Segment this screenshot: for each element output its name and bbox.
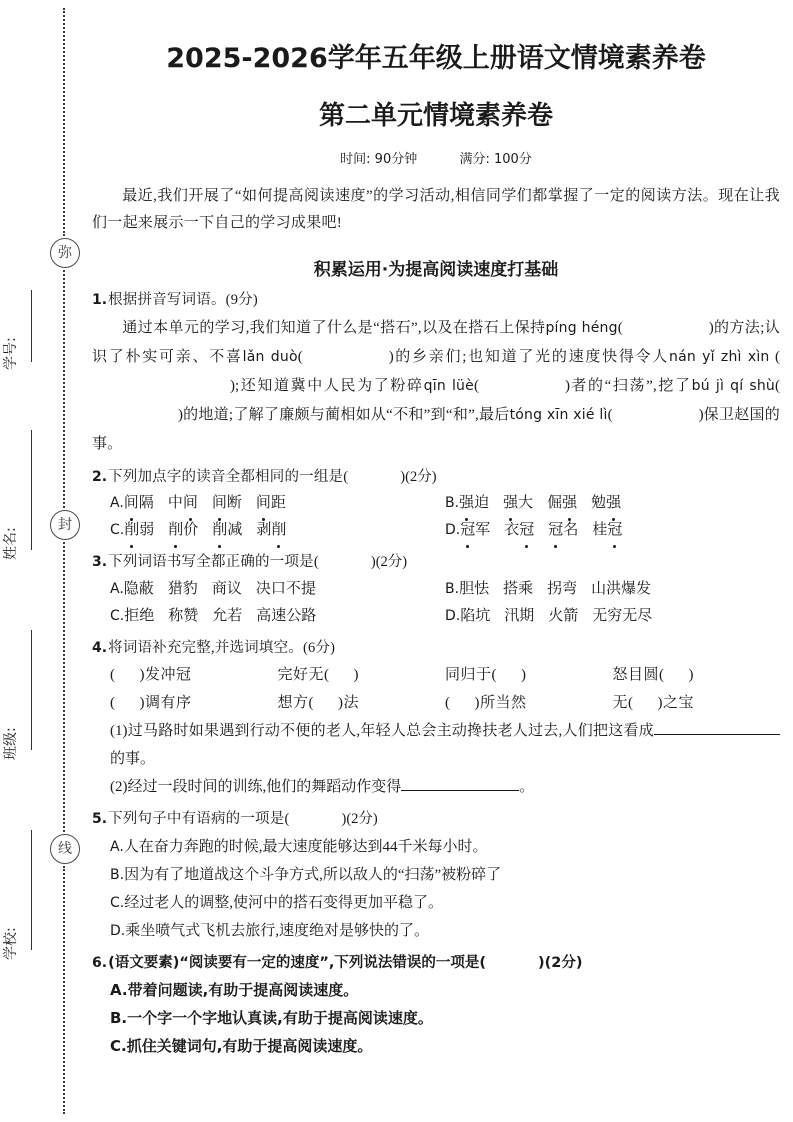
question-2-stem: 下列加点字的读音全都相同的一组是( [108,468,349,485]
question-3-options-row-2 [92,603,780,630]
passage-part-3: 的乡亲们;也知道了光的速度快得令人 [393,348,670,365]
question-4-idiom-row-2 [92,689,780,717]
idiom-blank-8-pre: 无( [612,695,634,711]
question-3-stem: 下列词语书写全都正确的一项是( [108,554,319,570]
option-3-A-word-3: 商议 [211,580,242,597]
option-3-A-word-1: 隐蔽 [123,580,154,597]
question-5 [92,807,780,833]
option-5-B-letter: B. [110,866,125,883]
option-2-C[interactable] [110,517,445,544]
question-3-number: 3. [92,554,108,570]
idiom-blank-7-pre: ( [445,695,451,711]
option-3-A-word-2: 猎豹 [167,580,198,597]
option-6-C-letter: C. [110,1037,127,1055]
intro-paragraph [92,183,780,237]
option-6-B[interactable] [92,1004,780,1032]
question-3-options-row-1 [92,576,780,603]
option-2-B-words: 强迫 强大 倔强 勉强 [459,495,635,511]
idiom-blank-4[interactable] [613,661,781,689]
option-2-A-letter: A. [110,495,124,511]
option-3-A-letter: A. [110,580,124,597]
seal-dot-line-segment [63,8,65,236]
idiom-blank-1[interactable] [110,661,278,689]
idiom-blank-7-post: )所当然 [474,695,527,711]
field-name-label: 姓名: [3,527,19,560]
question-4-sub-2-blank[interactable] [401,790,519,791]
option-2-D-letter: D. [445,522,461,538]
idiom-blank-6[interactable] [278,689,446,717]
option-5-A-text: 人在奋力奔跑的时候,最大速度能够达到44千米每小时。 [123,838,488,855]
idiom-blank-2-post: ) [353,667,359,683]
option-3-C[interactable] [110,603,445,630]
question-5-number: 5. [92,811,108,827]
question-6-number: 6. [92,954,108,971]
option-3-B-word-4: 山洪爆发 [591,580,652,597]
idiom-blank-2[interactable] [278,661,446,689]
question-2-options-row-2 [92,517,780,544]
exam-title: 2025-2026学年五年级上册语文情境素养卷 [166,43,706,74]
option-2-A[interactable] [110,490,445,517]
pinyin-tong-xin-xie-li: tóng xīn xié lì [509,406,608,423]
option-5-A-letter: A. [110,838,124,855]
idiom-blank-3-pre: 同归于( [445,667,497,683]
exam-content [92,0,780,1122]
option-2-A-words: 间隔 中间 间断 间距 [124,495,300,511]
option-5-C-text: 经过老人的调整,使河中的搭石变得更加平稳了。 [124,894,443,911]
pinyin-lan-duo: lǎn duò [242,348,298,365]
option-5-D-text: 乘坐喷气式飞机去旅行,速度绝对是够快的了。 [125,922,429,939]
idiom-blank-8[interactable] [613,689,781,717]
question-4-idiom-row-1 [92,661,780,689]
question-4-sub-1-blank-a[interactable] [654,734,714,735]
idiom-blank-4-post: ) [688,667,694,683]
option-6-A-text: 带着问题读,有助于提高阅读速度。 [127,981,359,999]
question-4-stem: 将词语补充完整,并选词填空。(6分) [108,639,336,656]
question-1-stem: 根据拼音写词语。(9分) [108,292,258,308]
answer-blank-5[interactable]: () [178,377,780,423]
option-3-B-word-1: 胆怯 [459,580,490,597]
option-3-A-word-4: 决口不提 [255,580,316,597]
option-3-C-word-4: 高速公路 [256,607,317,624]
idiom-blank-2-pre: 完好无( [277,667,330,683]
option-6-A[interactable] [92,976,780,1004]
intro-line-1: 最近,我们开展了“如何提高阅读速度”的学习活动,相信同学们都掌握了一定的阅读方法。 [122,188,719,204]
question-4 [92,636,780,662]
option-3-A[interactable] [110,576,445,603]
option-2-C-words: 削弱 削价 削减 剥削 [124,522,300,538]
question-2-options-row-1 [92,490,780,517]
option-2-C-letter: C. [110,522,125,538]
seal-dot-line-segment [63,270,65,508]
section-heading: 积累运用·为提高阅读速度打基础 [313,260,559,280]
idiom-blank-6-post: )法 [338,695,359,711]
field-class-label: 班级: [3,727,19,760]
option-5-A[interactable] [92,833,780,861]
field-class-rule [31,630,32,750]
option-6-A-letter: A. [110,981,128,999]
option-2-B[interactable] [445,490,780,517]
passage-part-6: 的地道;了解了廉颇与蔺相如从“不和”到“和”,最后 [183,406,510,423]
passage-part-5: 者的“扫荡”,挖了 [569,377,692,394]
seal-mark-xian: 线 [50,834,80,864]
option-3-D-letter: D. [445,607,461,624]
field-school-rule [31,830,32,950]
option-5-B[interactable] [92,861,780,889]
exam-meta [92,148,780,167]
option-5-B-text: 因为有了地道战这个斗争方式,所以敌人的“扫荡”被粉碎了 [124,866,502,883]
answer-blank-4[interactable]: ( ) [473,377,570,394]
question-2-number: 2. [92,468,108,485]
idiom-blank-3-post: ) [521,667,527,683]
question-6 [92,951,780,977]
option-5-D-letter: D. [110,922,126,939]
question-4-sub-1-text: (1)过马路时如果遇到行动不便的老人,年轻人总会主动搀扶老人过去,人们把这看成 [110,723,654,739]
question-6-stem: “阅读要有一定的速度”,下列说法错误的一项是( [179,954,487,971]
idiom-blank-5-pre: ( [110,695,116,711]
option-6-B-text: 一个字一个字地认真读,有助于提高阅读速度。 [127,1009,433,1027]
option-5-C[interactable] [92,889,780,917]
option-3-B-letter: B. [445,580,460,597]
option-3-D-word-1: 陷坑 [460,607,491,624]
option-2-D-words: 冠军 衣冠 冠名 桂冠 [460,522,636,538]
passage-part-4: ;还知道冀中人民为了粉碎 [235,377,424,394]
intro-line-2: 现在让我们一起来展示一下自己的学习成果吧! [92,188,780,231]
exam-time-label: 时间: 90分钟 [340,152,418,167]
option-2-D[interactable] [445,517,780,544]
question-1-number: 1. [92,292,108,308]
question-4-sub-1-blank-b[interactable] [714,734,780,735]
option-3-C-letter: C. [110,607,125,624]
option-3-B[interactable] [445,576,780,603]
passage-part-7: 保卫赵国的事。 [92,406,780,452]
option-3-B-word-3: 拐弯 [547,580,578,597]
question-4-number: 4. [92,639,108,656]
answer-blank-2[interactable]: ( ) [297,348,394,365]
question-4-sub-2-text: (2)经过一段时间的训练,他们的舞蹈动作变得 [110,779,402,795]
exam-subtitle: 第二单元情境素养卷 [318,101,553,131]
pinyin-qin-lve: qīn lüè [423,377,474,394]
pinyin-nan-yi-zhi-xin: nán yǐ zhì xìn [669,348,770,365]
seal-dot-line-segment [63,542,65,832]
pinyin-bu-ji-qi-shu: bú jì qí shù [691,377,775,394]
sealing-line-margin [0,0,92,1122]
question-4-sub-1-tail: 的事。 [110,751,156,767]
field-school-label: 学校: [3,927,19,960]
question-4-sub-2 [92,773,780,801]
option-3-C-word-1: 拒绝 [124,607,155,624]
option-3-B-word-2: 搭乘 [503,580,534,597]
idiom-blank-4-pre: 怒目圆( [612,667,665,683]
idiom-blank-8-post: )之宝 [657,695,694,711]
question-6-tag: (语文要素) [108,954,180,971]
option-5-C-letter: C. [110,894,125,911]
idiom-blank-3[interactable] [445,661,613,689]
pinyin-ping-heng: píng héng [545,319,618,336]
field-name-rule [31,430,32,550]
passage-part-1: 通过本单元的学习,我们知道了什么是“搭石”,以及在搭石上保持 [122,319,546,336]
option-3-D-word-3: 火箭 [548,607,579,624]
option-6-B-letter: B. [110,1009,128,1027]
option-3-C-word-3: 允若 [212,607,243,624]
idiom-blank-1-pre: ( [110,667,116,683]
option-3-D-word-2: 汛期 [504,607,535,624]
answer-blank-3[interactable]: () [230,348,780,394]
field-class[interactable] [0,727,40,780]
field-student-id[interactable] [0,337,40,390]
idiom-blank-1-post: )发冲冠 [139,667,192,683]
seal-mark-feng: 封 [50,510,80,540]
idiom-blank-6-pre: 想方( [277,695,314,711]
question-2-stem-tail: )(2分) [400,468,437,485]
idiom-blank-5-post: )调有序 [139,695,192,711]
question-2 [92,465,780,491]
option-3-C-word-2: 称赞 [168,607,199,624]
question-6-stem-tail: )(2分) [538,954,583,971]
question-3 [92,550,780,576]
option-5-D[interactable] [92,917,780,945]
question-4-sub-1 [92,717,780,773]
option-6-C-text: 抓住关键词句,有助于提高阅读速度。 [126,1037,373,1055]
idiom-blank-7[interactable] [445,689,613,717]
question-1-passage [92,314,780,459]
option-3-D-word-4: 无穷无尽 [592,607,653,624]
question-5-stem-tail: )(2分) [341,811,378,827]
option-2-B-letter: B. [445,495,460,511]
question-5-stem: 下列句子中有语病的一项是( [108,811,290,827]
answer-blank-1[interactable]: ( ) [617,319,714,336]
field-name[interactable] [0,527,40,580]
option-6-C[interactable] [92,1032,780,1060]
option-3-D[interactable] [445,603,780,630]
passage-part-2: 的方法;认识了朴实可亲、不喜 [92,319,780,365]
field-school[interactable] [0,927,40,980]
idiom-blank-5[interactable] [110,689,278,717]
field-student-id-label: 学号: [3,337,19,370]
seal-mark-mi: 弥 [50,238,80,268]
question-4-sub-2-tail: 。 [519,779,535,795]
field-student-id-rule [31,290,32,362]
question-1 [92,288,780,314]
answer-blank-6[interactable]: ( ) [607,406,704,423]
question-3-stem-tail: )(2分) [370,554,408,570]
seal-dot-line-segment [63,866,65,1114]
exam-total-score-label: 满分: 100分 [459,152,532,167]
